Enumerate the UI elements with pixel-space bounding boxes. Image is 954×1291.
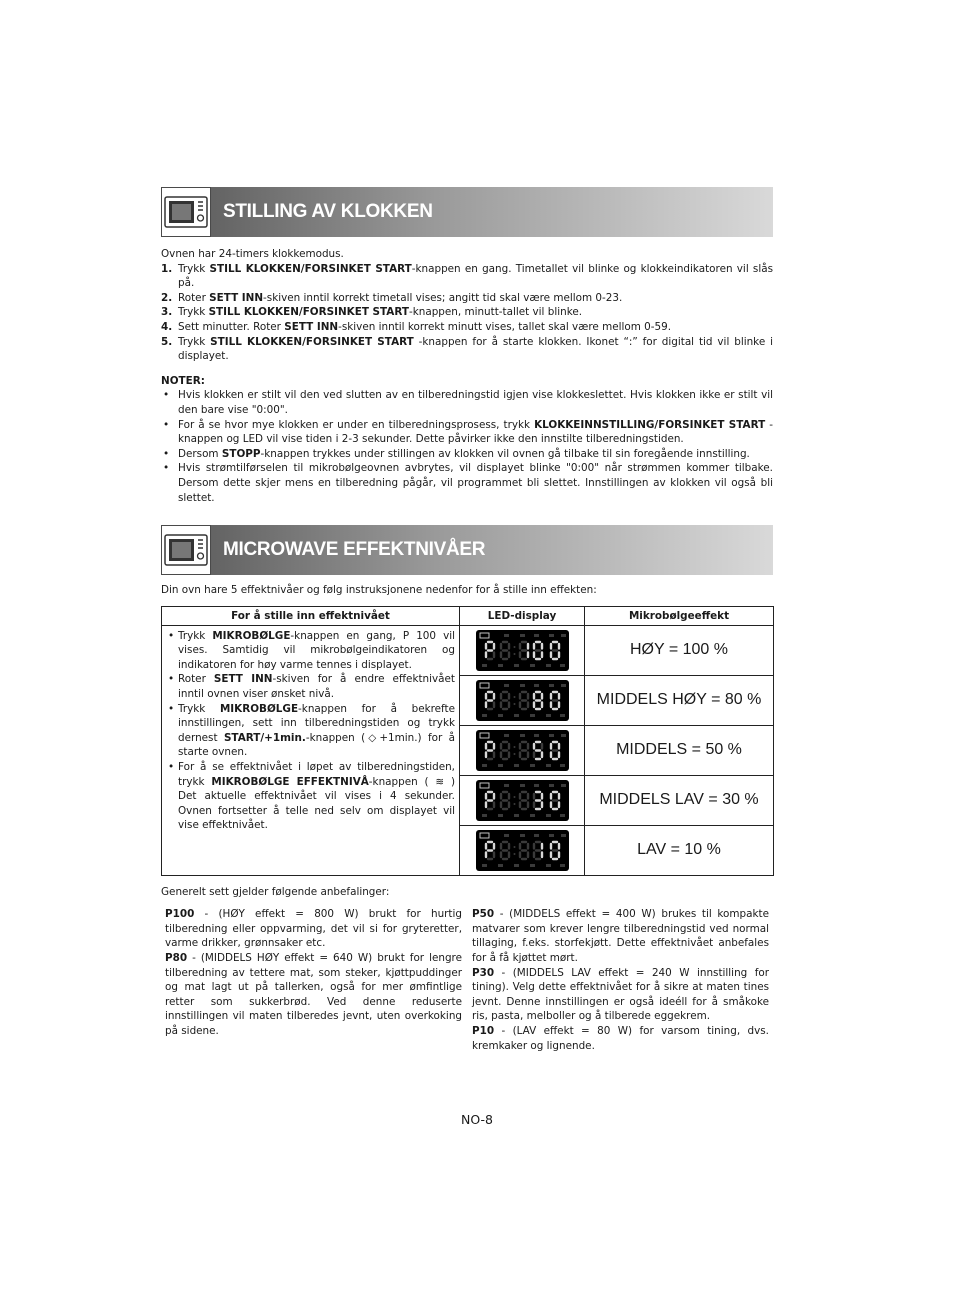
led-display-cell [460,725,585,775]
note-item [161,388,773,417]
power-level: LAV = 10 % [585,825,774,875]
power-level: MIDDELS HØY = 80 % [585,675,774,725]
indicator-icon [514,714,519,717]
led-display-cell [460,825,585,875]
led-display-cell [460,675,585,725]
indicator-icon [480,833,489,838]
indicator-icon [561,834,566,837]
indicator-icon [514,814,519,817]
column-header: For å stille inn effektnivået [162,606,460,625]
recommendation-text: - (HØY effekt = 800 W) brukt for hurtig tilberedning eller oppvarming, det vil si for gryteretter, varme drikker, grønnsaker etc. [165,908,462,950]
step-item [161,335,773,364]
indicator-icon [520,784,525,787]
power-code: P100 [165,908,195,921]
step-number: 4. [161,320,173,333]
step-number: 2. [161,291,173,304]
indicator-icon [480,733,489,738]
bold-term: SETT INN [284,320,339,333]
power-code: P30 [472,966,495,979]
indicator-icon [504,834,509,837]
led-display [476,730,569,771]
indicator-icon [546,764,551,767]
text-run: -skiven for å endre effektnivået inntil ovnen viser ønsket nivå. [178,673,455,701]
notes-title: NOTER: [161,374,205,387]
note-item [161,447,773,462]
colon-dot [513,796,515,798]
indicator-icon [482,764,487,767]
text-run: For å se hvor mye klokken er under en tilberedningsprosess, trykk [178,418,535,431]
led-display-cell [460,625,585,675]
recommendation-item [472,1024,769,1053]
indicator-icon [520,634,525,637]
indicator-icon [480,683,489,688]
colon-dot [513,746,515,748]
indicator-icon [530,814,535,817]
recommendation-item [165,951,462,1039]
instruction-item [166,702,455,760]
table-header-row [162,606,774,625]
text-run: -knappen en gang, P 100 vil vises. Samtidig vil mikrobølgeindikatoren og indikatoren for høy varme tennes i displayet. [178,629,455,671]
indicator-icon [549,684,554,687]
section-title: STILLING AV KLOKKEN [223,201,433,222]
bullet-icon: • [163,389,170,402]
recommendations [161,907,773,1053]
text-run: -knappen, minutt-tallet vil blinke. [408,306,583,319]
indicator-icon [482,664,487,667]
indicator-icon [504,734,509,737]
indicator-icon [546,664,551,667]
indicator-icon [534,784,539,787]
power-code: P80 [165,952,188,965]
bold-term: STILL KLOKKEN/FORSINKET START [210,335,414,348]
bold-term: START/+1min. [223,731,306,744]
bullet-icon: • [168,629,175,642]
step-item [161,305,773,320]
indicator-icon [534,634,539,637]
text-run: -knappen for å bekrefte innstillingen, sett inn tilberedningstiden og trykk dernest [178,702,455,744]
instruction-item [166,672,455,701]
indicator-icon [514,764,519,767]
bullet-icon: • [168,702,175,715]
bold-term: KLOKKEINNSTILLING/FORSINKET START [534,418,766,431]
indicator-icon [498,864,503,867]
indicator-icon [498,764,503,767]
bullet-icon: • [163,447,170,460]
indicator-icon [560,864,565,867]
indicator-icon [534,734,539,737]
indicator-icon [482,714,487,717]
colon-dot [513,646,515,648]
bold-term: STILL KLOKKEN/FORSINKET START [208,306,409,319]
text-run: Roter [178,291,210,304]
indicator-icon [534,684,539,687]
indicator-icon [480,783,489,788]
text-run: -knappen (◇+1min.) for å starte ovnen. [178,731,455,759]
indicator-icon [549,834,554,837]
step-number: 3. [161,306,173,319]
indicator-icon [549,734,554,737]
indicator-icon [514,664,519,667]
power-code: P10 [472,1025,495,1038]
section-header-power [161,525,773,575]
bullet-icon: • [163,418,170,431]
colon-dot [513,853,515,855]
indicator-icon [482,864,487,867]
notes-list [161,388,773,505]
bold-term: MIKROBØLGE EFFEKTNIVÅ [211,775,369,788]
bold-term: SETT INN [209,291,264,304]
text-run: -skiven inntil korrekt timetall vises; angitt tid skal være mellom 0-23. [263,291,623,304]
indicator-icon [504,784,509,787]
text-run: -knappen og LED vil vise tiden i 2-3 sekunder. Dette påvirker ikke den innstilte tilberedningstiden. [178,418,773,446]
colon-dot [513,803,515,805]
step-number: 5. [161,335,173,348]
step-item [161,262,773,291]
colon-dot [513,753,515,755]
indicator-icon [498,814,503,817]
led-display [476,830,569,871]
recommendation-item [165,907,462,951]
led-display [476,680,569,721]
indicator-icon [561,784,566,787]
intro-text: Ovnen har 24-timers klokkemodus. [161,248,344,260]
clock-instructions [161,247,773,505]
power-level: MIDDELS = 50 % [585,725,774,775]
indicator-icon [530,764,535,767]
general-text: Generelt sett gjelder følgende anbefalinger: [161,885,390,898]
indicator-icon [549,634,554,637]
indicator-icon [546,814,551,817]
indicator-icon [560,764,565,767]
power-level: HØY = 100 % [585,625,774,675]
note-item [161,461,773,505]
indicator-icon [504,634,509,637]
indicator-icon [530,664,535,667]
colon-dot [513,703,515,705]
indicator-icon [530,864,535,867]
bold-term: STILL KLOKKEN/FORSINKET START [209,262,412,275]
text-run: Hvis strømtilførselen til mikrobølgeovnen avbrytes, vil displayet blinke "0:00" når strømmen kommer tilbake. Dersom dette skjer mens en tilberedning pågår, vil programmet bli slettet. Innstillingen av klokken vil også bli slettet. [178,462,773,504]
indicator-icon [560,714,565,717]
indicator-icon [561,684,566,687]
indicator-icon [520,734,525,737]
indicator-icon [561,734,566,737]
indicator-icon [498,714,503,717]
indicator-icon [549,784,554,787]
page-number: NO-8 [460,1112,493,1127]
recommendation-item [472,907,769,965]
indicator-icon [480,633,489,638]
text-run: Trykk [178,702,220,715]
recommendation-text: - (MIDDELS HØY effekt = 640 W) brukt for lengre tilberedning av tettere mat, som steker, kjøttpuddinger og mat lagt ut på tallerken, også for mer ømfintlige retter som sukkerbrød. Ved denne reduserte innstillingen vil maten tilberedes jevnt, uten overkoking på sidene. [165,952,462,1038]
led-display [476,780,569,821]
text-run: Trykk [178,306,209,319]
step-item [161,291,773,306]
indicator-icon [530,714,535,717]
table-row [162,625,774,675]
bullet-icon: • [163,462,170,475]
note-item [161,418,773,447]
bold-term: SETT INN [213,673,273,686]
text-run: For å se effektnivået i løpet av tilberedningstiden, trykk [178,761,455,788]
text-run: Roter [178,673,214,686]
indicator-icon [520,684,525,687]
text-run: -skiven inntil korrekt minutt vises, tallet skal være mellom 0-59. [338,320,672,333]
recommendation-text: - (LAV effekt = 80 W) for varsom tining, dvs. kremkaker og lignende. [472,1025,769,1052]
led-display-cell [460,775,585,825]
power-level: MIDDELS LAV = 30 % [585,775,774,825]
recommendations-right [472,907,769,1053]
bullet-icon: • [168,761,175,774]
text-run: Trykk [178,262,210,275]
indicator-icon [560,814,565,817]
indicator-icon [560,664,565,667]
bold-term: MIKROBØLGE [212,629,291,642]
text-run: -knappen trykkes under stillingen av klokken vil ovnen gå tilbake til sin foregående innstilling. [260,447,750,460]
power-intro: Din ovn hare 5 effektnivåer og følg instruksjonene nedenfor for å stille inn effekten: [161,584,597,597]
instruction-item [166,629,455,673]
step-number: 1. [161,262,173,275]
column-header: Mikrobølgeeffekt [585,606,774,625]
colon-dot [513,696,515,698]
recommendation-text: - (MIDDELS LAV effekt = 240 W innstilling for tining). Velg dette effektnivået for å sikre at maten tines jevnt. Denne innstillingen er også ideéll for å småkoke ris, pasta, melboller og å tilberede eggekrem. [472,966,769,1023]
power-code: P50 [472,908,495,921]
power-table [161,606,774,876]
recommendation-text: - (MIDDELS effekt = 400 W) brukes til kompakte matvarer som krever lengre tilberedningstid ved normal tillaging, f.eks. storfekjøtt. Dette effektnivået anbefales for å få kjøttet mørt. [472,908,769,965]
indicator-icon [514,864,519,867]
instructions-cell [162,625,460,875]
indicator-icon [534,834,539,837]
microwave-icon [161,187,211,237]
text-run: -knappen for å starte klokken. Ikonet “:” for digital tid vil blinke i displayet. [178,335,773,363]
instruction-item [166,760,455,833]
indicator-icon [482,814,487,817]
section-header-clock [161,187,773,237]
text-run: Trykk [178,335,211,348]
indicator-icon [546,714,551,717]
microwave-icon [161,525,211,575]
bold-term: STOPP [221,447,261,460]
indicator-icon [498,664,503,667]
section-title: MICROWAVE EFFEKTNIVÅER [223,539,486,561]
text-run: -knappen en gang. Timetallet vil blinke og klokkeindikatoren vil slås på. [178,262,774,290]
bold-term: MIKROBØLGE [219,702,299,715]
text-run: Hvis klokken er stilt vil den ved slutten av en tilberedningstid igjen vise klokkeslettet. Hvis klokken ikke er stilt vil den bare vise "0:00". [178,389,773,416]
indicator-icon [504,684,509,687]
led-display [476,630,569,671]
text-run: Trykk [178,629,213,642]
colon-dot [513,653,515,655]
page-content [161,187,773,1053]
colon-dot [513,846,515,848]
recommendation-item [472,966,769,1024]
text-run: Dersom [178,447,222,460]
indicator-icon [546,864,551,867]
step-item [161,320,773,335]
bullet-icon: • [168,673,175,686]
column-header: LED-display [460,606,585,625]
steps-list [161,262,773,364]
indicator-icon [520,834,525,837]
instructions-list [166,629,455,833]
recommendations-left [165,907,462,1053]
text-run: -knappen ( ≋ ) Det aktuelle effektnivået vil vises i 4 sekunder. Ovnen fortsetter å telle ned selv om displayet vil vise effektnivået. [178,775,455,832]
indicator-icon [561,634,566,637]
text-run: Sett minutter. Roter [178,320,285,333]
